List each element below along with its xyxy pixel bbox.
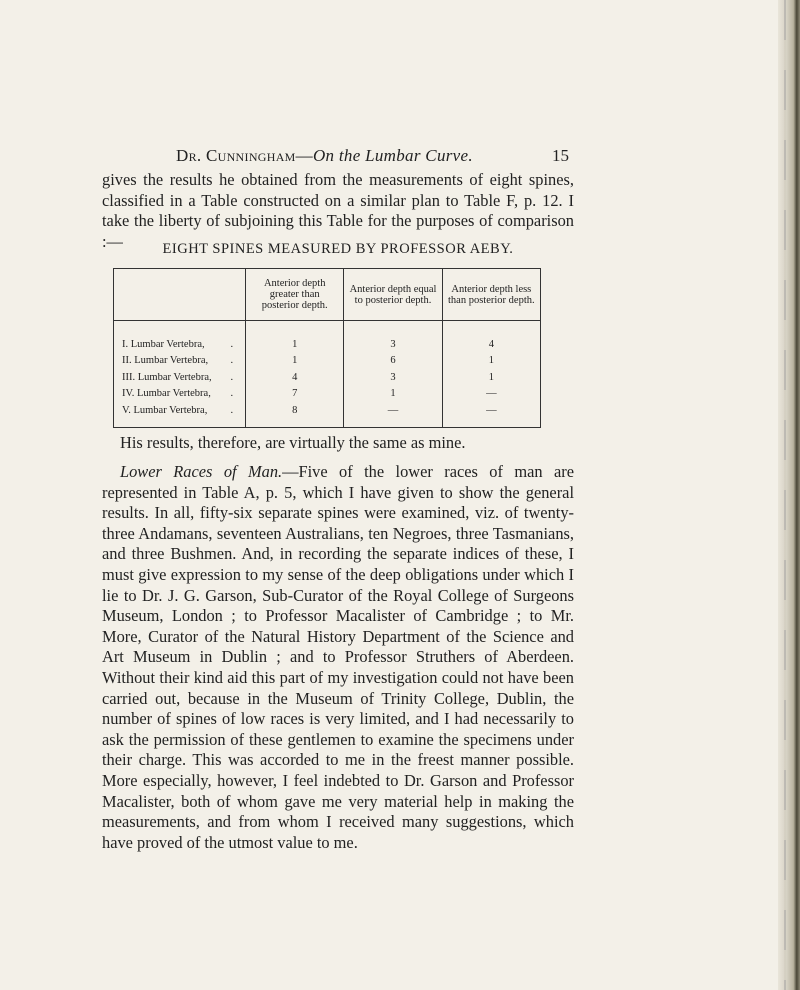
leader-dot: .	[230, 338, 234, 350]
table-cell: 1	[442, 353, 540, 370]
column-header: Anterior depth greater than posterior depth.	[246, 269, 344, 321]
table-cell: 1	[344, 386, 442, 403]
row-label-text: I. Lumbar Vertebra,	[122, 338, 205, 350]
leader-dot: .	[230, 371, 234, 383]
row-label-text: IV. Lumbar Vertebra,	[122, 388, 211, 400]
row-label	[114, 402, 246, 427]
row-label-text: V. Lumbar Vertebra,	[122, 404, 208, 416]
section-body: —Five of the lower races of man are represented in Table A, p. 5, which I have given to show the general results. In all, fifty-six separate spines were examined, viz. of twenty-three Andamans, seventeen Australians, ten Negroes, three Tasmanians, and three Bushmen. And, in recording the separate indices of these, I must give expression to my sense of the deep obligations under which I lie to Dr. J. G. Garson, Sub-Curator of the Royal College of Surgeons Museum, London ; to Professor Macalister of Cambridge ; to Mr. More, Curator of the Natural History Department of the Science and Art Museum in Dublin ; and to Professor Struthers of Aberdeen. Without their kind aid this part of my investigation could not have been carried out, because in the Museum of Trinity College, Dublin, the number of spines of low races is very limited, and I had necessarily to ask the permission of these gentlemen to examine the specimens under their charge. This was accorded to me in the freest manner possible. More especially, however, I feel indebted to Dr. Garson and Professor Macalister, both of whom gave me very material help in making the measurements, and from whom I received many suggestions, which have proved of the utmost value to me.	[102, 462, 574, 852]
table-cell: 6	[344, 353, 442, 370]
leader-dot: .	[230, 355, 234, 367]
row-label	[114, 386, 246, 403]
row-label-text: III. Lumbar Vertebra,	[122, 371, 212, 383]
table-row	[114, 353, 541, 370]
page-number: 15	[552, 146, 569, 165]
table-cell: 4	[246, 369, 344, 386]
table-row	[114, 369, 541, 386]
table-cell: 7	[246, 386, 344, 403]
lower-races-paragraph	[102, 462, 574, 853]
table-cell: —	[344, 402, 442, 427]
header-title: On the Lumbar Curve.	[312, 146, 473, 165]
leader-dot: .	[230, 388, 234, 400]
table-cell: —	[442, 402, 540, 427]
leader-dot: .	[230, 404, 234, 416]
table-cell: 3	[344, 369, 442, 386]
row-label	[114, 353, 246, 370]
table-row	[114, 321, 541, 353]
column-header: Anterior depth equal to posterior depth.	[344, 269, 442, 321]
row-label	[114, 369, 246, 386]
table-corner-cell	[114, 269, 246, 321]
book-page-edge	[778, 0, 800, 990]
header-separator: —	[295, 146, 313, 165]
section-heading: Lower Races of Man.	[120, 462, 283, 481]
spine-measurements-table	[113, 268, 541, 428]
table-cell: 1	[442, 369, 540, 386]
row-label	[114, 321, 246, 353]
column-header: Anterior depth less than posterior depth.	[442, 269, 540, 321]
results-paragraph: His results, therefore, are virtually the same as mine.	[120, 433, 466, 452]
table-row	[114, 402, 541, 427]
table-row	[114, 386, 541, 403]
table-cell: —	[442, 386, 540, 403]
table-cell: 4	[442, 321, 540, 353]
table-caption: EIGHT SPINES MEASURED BY PROFESSOR AEBY.	[162, 241, 514, 257]
table-header-row	[114, 269, 541, 321]
row-label-text: II. Lumbar Vertebra,	[122, 355, 209, 367]
table-cell: 8	[246, 402, 344, 427]
intro-paragraph: gives the results he obtained from the measurements of eight spines, classified in a Table constructed on a similar plan to Table F, p. 12. I take the liberty of subjoining this Table for the purposes of comparison :—	[102, 170, 574, 251]
table-cell: 1	[246, 321, 344, 353]
table-cell: 3	[344, 321, 442, 353]
header-author: Dr. Cunningham	[176, 146, 296, 165]
table-cell: 1	[246, 353, 344, 370]
running-head	[176, 146, 576, 166]
